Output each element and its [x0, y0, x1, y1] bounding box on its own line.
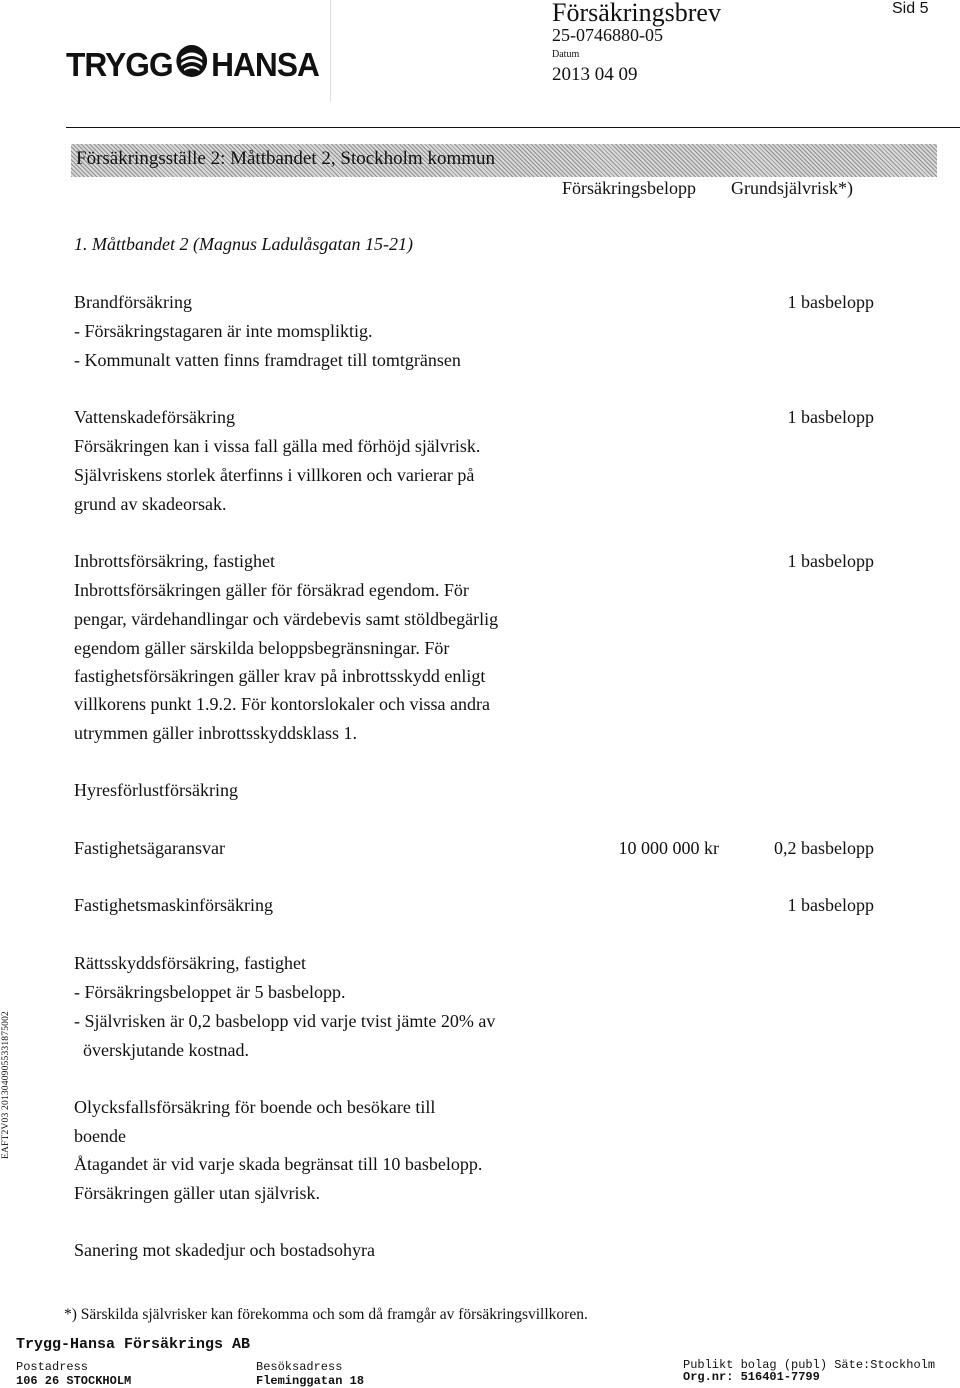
footer-visit-value: Fleminggatan 18	[256, 1374, 365, 1388]
footer-org-value: Org.nr: 516401-7799	[683, 1370, 820, 1384]
footer-postal-value: 106 26 STOCKHOLM	[16, 1374, 132, 1388]
column-header-deductible: Grundsjälvrisk*)	[731, 178, 853, 198]
text-line: villkorens punkt 1.9.2. För kontorslokaler och vissa andra	[74, 694, 490, 714]
text-line: - Försäkringsbeloppet är 5 basbelopp.	[74, 982, 346, 1002]
page-number: Sid 5	[892, 0, 929, 17]
footer-company: Trygg-Hansa Försäkrings AB	[16, 1336, 251, 1353]
logo-divider	[330, 0, 331, 102]
footer-org-label: Publikt bolag (publ) Säte:Stockholm	[683, 1358, 936, 1372]
deductible-brand: 1 basbelopp	[787, 292, 874, 312]
header-rule	[66, 127, 960, 128]
footer-visit-label: Besöksadress	[256, 1360, 343, 1374]
section-title-ratt: Rättsskyddsförsäkring, fastighet	[74, 953, 306, 973]
logo-text-left: TRYGG	[66, 46, 173, 83]
footnote: *) Särskilda självrisker kan förekomma och som då framgår av försäkringsvillkoren.	[64, 1306, 588, 1323]
document-title: Försäkringsbrev	[552, 0, 721, 27]
side-document-code: EAFT2V03 20130409055331875002	[1, 1010, 11, 1160]
logo-text-right: HANSA	[211, 46, 319, 83]
text-line: Åtagandet är vid varje skada begränsat till 10 basbelopp.	[74, 1154, 483, 1174]
section-title-inbrott: Inbrottsförsäkring, fastighet	[74, 551, 275, 571]
text-line: Försäkringen gäller utan självrisk.	[74, 1183, 320, 1203]
date-label: Datum	[552, 49, 580, 60]
date-value: 2013 04 09	[552, 64, 638, 85]
text-line: egendom gäller särskilda beloppsbegränsningar. För	[74, 638, 450, 658]
deductible-inbrott: 1 basbelopp	[787, 551, 874, 571]
text-line: Inbrottsförsäkringen gäller för försäkrad egendom. För	[74, 580, 469, 600]
text-line: överskjutande kostnad.	[74, 1040, 249, 1060]
text-line: - Försäkringstagaren är inte momspliktig.	[74, 321, 373, 341]
text-line: Självriskens storlek återfinns i villkoren och varierar på	[74, 465, 475, 485]
text-line: utrymmen gäller inbrottsskyddsklass 1.	[74, 723, 357, 743]
section-title-hyres: Hyresförlustförsäkring	[74, 780, 238, 800]
text-line: - Kommunalt vatten finns framdraget till tomtgränsen	[74, 350, 461, 370]
amount-agar: 10 000 000 kr	[618, 838, 719, 858]
text-line: grund av skadeorsak.	[74, 494, 227, 514]
trygg-hansa-logo	[66, 42, 319, 88]
section-title-agar: Fastighetsägaransvar	[74, 838, 225, 858]
text-line: fastighetsförsäkringen gäller krav på inbrottsskydd enligt	[74, 666, 486, 686]
deductible-maskin: 1 basbelopp	[787, 895, 874, 915]
document-number: 25-0746880-05	[552, 25, 663, 45]
text-line: pengar, värdehandlingar och värdebevis samt stöldbegärlig	[74, 609, 499, 629]
column-header-amount: Försäkringsbelopp	[562, 178, 696, 198]
section-title-olycka-line-1: Olycksfallsförsäkring för boende och besökare till	[74, 1097, 436, 1117]
location-banner-text: Försäkringsställe 2: Måttbandet 2, Stockholm kommun	[76, 148, 496, 169]
property-heading: 1. Måttbandet 2 (Magnus Ladulåsgatan 15-21)	[74, 234, 413, 254]
text-line: - Självrisken är 0,2 basbelopp vid varje tvist jämte 20% av	[74, 1011, 496, 1031]
deductible-vatten: 1 basbelopp	[787, 407, 874, 427]
section-title-maskin: Fastighetsmaskinförsäkring	[74, 895, 273, 915]
logo-mark-icon	[176, 44, 209, 86]
section-title-brand: Brandförsäkring	[74, 292, 192, 312]
deductible-agar: 0,2 basbelopp	[774, 838, 874, 858]
section-title-olycka-line-2: boende	[74, 1126, 126, 1146]
section-title-vatten: Vattenskadeförsäkring	[74, 407, 235, 427]
text-line: Försäkringen kan i vissa fall gälla med förhöjd självrisk.	[74, 436, 481, 456]
section-title-sanering: Sanering mot skadedjur och bostadsohyra	[74, 1240, 375, 1260]
footer-postal-label: Postadress	[16, 1360, 89, 1374]
